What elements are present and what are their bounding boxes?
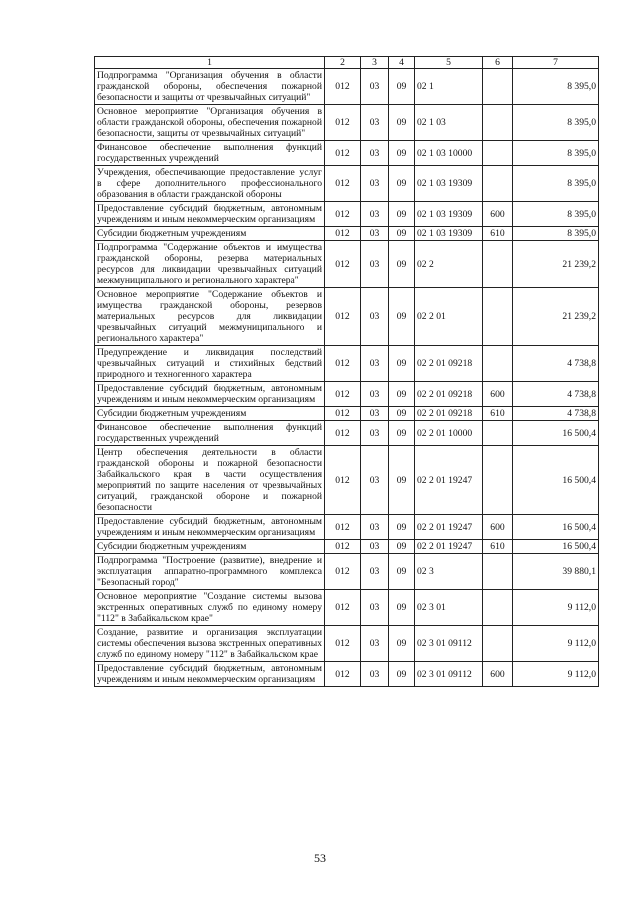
- row-name: Предоставление субсидий бюджетным, автономным учреждениям и иным некоммерческим организациям: [95, 662, 325, 687]
- row-target-article: 02 3 01 09112: [415, 626, 483, 662]
- table-body: [95, 69, 599, 687]
- row-name: Основное мероприятие "Создание системы вызова экстренных оперативных служб по единому номеру "112" в Забайкальском крае": [95, 590, 325, 626]
- row-expense-type: [483, 626, 513, 662]
- row-target-article: 02 1 03: [415, 105, 483, 141]
- row-expense-type: [483, 166, 513, 202]
- header-col-5: 5: [415, 57, 483, 69]
- table-row: [95, 626, 599, 662]
- row-admin-code: 012: [325, 421, 361, 446]
- row-expense-type: [483, 141, 513, 166]
- row-amount: 16 500,4: [513, 446, 599, 515]
- row-subsection: 09: [389, 540, 415, 554]
- row-amount: 16 500,4: [513, 515, 599, 540]
- row-target-article: 02 2 01 19247: [415, 446, 483, 515]
- header-col-3: 3: [361, 57, 389, 69]
- row-section: 03: [361, 202, 389, 227]
- row-amount: 8 395,0: [513, 166, 599, 202]
- row-amount: 21 239,2: [513, 241, 599, 288]
- row-expense-type: [483, 346, 513, 382]
- row-expense-type: 610: [483, 227, 513, 241]
- row-name: Финансовое обеспечение выполнения функций государственных учреждений: [95, 141, 325, 166]
- row-target-article: 02 2 01 09218: [415, 346, 483, 382]
- row-amount: 4 738,8: [513, 346, 599, 382]
- row-target-article: 02 2 01 19247: [415, 540, 483, 554]
- row-subsection: 09: [389, 421, 415, 446]
- row-subsection: 09: [389, 515, 415, 540]
- row-expense-type: [483, 554, 513, 590]
- row-admin-code: 012: [325, 141, 361, 166]
- row-expense-type: [483, 241, 513, 288]
- row-target-article: 02 3 01 09112: [415, 662, 483, 687]
- row-admin-code: 012: [325, 540, 361, 554]
- row-subsection: 09: [389, 288, 415, 346]
- row-name: Субсидии бюджетным учреждениям: [95, 407, 325, 421]
- row-admin-code: 012: [325, 69, 361, 105]
- row-section: 03: [361, 421, 389, 446]
- row-section: 03: [361, 554, 389, 590]
- row-target-article: 02 1 03 19309: [415, 202, 483, 227]
- row-section: 03: [361, 105, 389, 141]
- row-target-article: 02 1 03 10000: [415, 141, 483, 166]
- row-target-article: 02 3 01: [415, 590, 483, 626]
- row-subsection: 09: [389, 166, 415, 202]
- row-expense-type: [483, 421, 513, 446]
- row-target-article: 02 3: [415, 554, 483, 590]
- table-row: [95, 446, 599, 515]
- row-name: Субсидии бюджетным учреждениям: [95, 227, 325, 241]
- row-expense-type: 600: [483, 202, 513, 227]
- row-amount: 9 112,0: [513, 662, 599, 687]
- row-section: 03: [361, 288, 389, 346]
- row-amount: 21 239,2: [513, 288, 599, 346]
- table-row: [95, 166, 599, 202]
- row-amount: 16 500,4: [513, 421, 599, 446]
- row-subsection: 09: [389, 407, 415, 421]
- row-subsection: 09: [389, 202, 415, 227]
- table-row: [95, 590, 599, 626]
- row-section: 03: [361, 407, 389, 421]
- header-col-4: 4: [389, 57, 415, 69]
- table-row: [95, 227, 599, 241]
- row-name: Предоставление субсидий бюджетным, автономным учреждениям и иным некоммерческим организациям: [95, 515, 325, 540]
- row-admin-code: 012: [325, 407, 361, 421]
- row-subsection: 09: [389, 227, 415, 241]
- row-subsection: 09: [389, 446, 415, 515]
- budget-table: [94, 56, 599, 687]
- row-section: 03: [361, 382, 389, 407]
- row-name: Учреждения, обеспечивающие предоставление услуг в сфере дополнительного профессионального образования в области гражданской обороны: [95, 166, 325, 202]
- row-expense-type: [483, 446, 513, 515]
- row-name: Предоставление субсидий бюджетным, автономным учреждениям и иным некоммерческим организациям: [95, 202, 325, 227]
- table-row: [95, 202, 599, 227]
- header-col-1: 1: [95, 57, 325, 69]
- row-admin-code: 012: [325, 288, 361, 346]
- row-expense-type: 610: [483, 407, 513, 421]
- row-name: Предоставление субсидий бюджетным, автономным учреждениям и иным некоммерческим организациям: [95, 382, 325, 407]
- row-section: 03: [361, 241, 389, 288]
- table-row: [95, 662, 599, 687]
- row-name: Предупреждение и ликвидация последствий чрезвычайных ситуаций и стихийных бедствий природного и техногенного характера: [95, 346, 325, 382]
- row-amount: 8 395,0: [513, 69, 599, 105]
- row-section: 03: [361, 227, 389, 241]
- row-section: 03: [361, 166, 389, 202]
- row-name: Основное мероприятие "Содержание объектов и имущества гражданской обороны, резервов материальных ресурсов для ликвидации чрезвычайных ситуаций межмуниципального и регионального характера": [95, 288, 325, 346]
- row-admin-code: 012: [325, 346, 361, 382]
- row-section: 03: [361, 446, 389, 515]
- row-subsection: 09: [389, 626, 415, 662]
- row-amount: 8 395,0: [513, 141, 599, 166]
- row-subsection: 09: [389, 105, 415, 141]
- row-amount: 4 738,8: [513, 407, 599, 421]
- row-name: Подпрограмма "Содержание объектов и имущества гражданской обороны, резерва материальных ресурсов для ликвидации чрезвычайных ситуаций межмуниципального и регионального характера": [95, 241, 325, 288]
- row-amount: 16 500,4: [513, 540, 599, 554]
- row-admin-code: 012: [325, 446, 361, 515]
- row-subsection: 09: [389, 554, 415, 590]
- row-expense-type: 610: [483, 540, 513, 554]
- row-expense-type: [483, 590, 513, 626]
- row-admin-code: 012: [325, 626, 361, 662]
- row-amount: 9 112,0: [513, 626, 599, 662]
- row-amount: 8 395,0: [513, 105, 599, 141]
- table-row: [95, 382, 599, 407]
- row-subsection: 09: [389, 662, 415, 687]
- row-target-article: 02 2 01 19247: [415, 515, 483, 540]
- row-expense-type: [483, 288, 513, 346]
- row-amount: 8 395,0: [513, 227, 599, 241]
- row-amount: 4 738,8: [513, 382, 599, 407]
- row-target-article: 02 1 03 19309: [415, 166, 483, 202]
- row-amount: 8 395,0: [513, 202, 599, 227]
- table-row: [95, 141, 599, 166]
- row-expense-type: [483, 105, 513, 141]
- row-name: Создание, развитие и организация эксплуатации системы обеспечения вызова экстренных оперативных служб по единому номеру "112" в Забайкальском крае: [95, 626, 325, 662]
- table-row: [95, 554, 599, 590]
- row-admin-code: 012: [325, 515, 361, 540]
- row-subsection: 09: [389, 69, 415, 105]
- row-section: 03: [361, 540, 389, 554]
- table-row: [95, 69, 599, 105]
- row-name: Подпрограмма "Построение (развитие), внедрение и эксплуатация аппаратно-программного комплекса "Безопасный город": [95, 554, 325, 590]
- row-subsection: 09: [389, 346, 415, 382]
- row-expense-type: 600: [483, 662, 513, 687]
- row-expense-type: 600: [483, 382, 513, 407]
- row-expense-type: [483, 69, 513, 105]
- row-admin-code: 012: [325, 554, 361, 590]
- row-name: Субсидии бюджетным учреждениям: [95, 540, 325, 554]
- row-section: 03: [361, 662, 389, 687]
- table-row: [95, 421, 599, 446]
- table-row: [95, 346, 599, 382]
- row-section: 03: [361, 515, 389, 540]
- table-row: [95, 407, 599, 421]
- row-name: Центр обеспечения деятельности в области гражданской обороны и пожарной безопасности Забайкальского края в части осуществления мероприятий по защите населения от чрезвычайных ситуаций, гражданской обороне и пожарной безопасности: [95, 446, 325, 515]
- row-target-article: 02 2 01 09218: [415, 382, 483, 407]
- row-subsection: 09: [389, 382, 415, 407]
- row-target-article: 02 1: [415, 69, 483, 105]
- row-section: 03: [361, 141, 389, 166]
- row-amount: 9 112,0: [513, 590, 599, 626]
- row-section: 03: [361, 346, 389, 382]
- page-number: 53: [314, 851, 326, 865]
- row-name: Подпрограмма "Организация обучения в области гражданской обороны, обеспечения пожарной безопасности и защиты от чрезвычайных ситуаций": [95, 69, 325, 105]
- table-row: [95, 540, 599, 554]
- header-col-2: 2: [325, 57, 361, 69]
- row-admin-code: 012: [325, 202, 361, 227]
- header-col-7: 7: [513, 57, 599, 69]
- row-target-article: 02 2 01 10000: [415, 421, 483, 446]
- table-row: [95, 105, 599, 141]
- table-header-row: [95, 57, 599, 69]
- row-admin-code: 012: [325, 105, 361, 141]
- row-admin-code: 012: [325, 241, 361, 288]
- row-expense-type: 600: [483, 515, 513, 540]
- row-target-article: 02 2 01 09218: [415, 407, 483, 421]
- row-section: 03: [361, 69, 389, 105]
- row-name: Финансовое обеспечение выполнения функций государственных учреждений: [95, 421, 325, 446]
- header-col-6: 6: [483, 57, 513, 69]
- table-row: [95, 288, 599, 346]
- table-row: [95, 241, 599, 288]
- row-section: 03: [361, 590, 389, 626]
- row-subsection: 09: [389, 141, 415, 166]
- row-section: 03: [361, 626, 389, 662]
- row-target-article: 02 2: [415, 241, 483, 288]
- row-admin-code: 012: [325, 382, 361, 407]
- row-admin-code: 012: [325, 166, 361, 202]
- row-target-article: 02 1 03 19309: [415, 227, 483, 241]
- row-target-article: 02 2 01: [415, 288, 483, 346]
- row-subsection: 09: [389, 590, 415, 626]
- table-row: [95, 515, 599, 540]
- row-admin-code: 012: [325, 662, 361, 687]
- row-name: Основное мероприятие "Организация обучения в области гражданской обороны, обеспечения пожарной безопасности, защиты от чрезвычайных ситуаций": [95, 105, 325, 141]
- row-amount: 39 880,1: [513, 554, 599, 590]
- row-admin-code: 012: [325, 227, 361, 241]
- row-subsection: 09: [389, 241, 415, 288]
- row-admin-code: 012: [325, 590, 361, 626]
